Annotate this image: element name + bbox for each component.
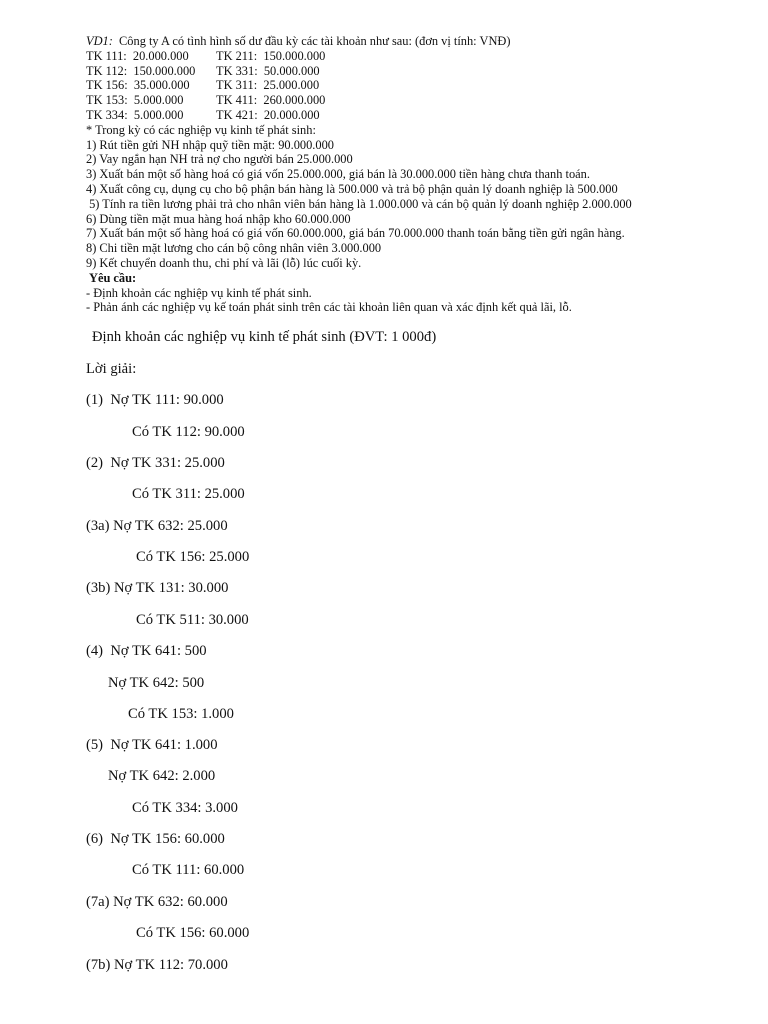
transaction-line: 2) Vay ngắn hạn NH trả nợ cho người bán 25.000.000	[86, 152, 353, 167]
balance-cell: TK 421: 20.000.000	[216, 107, 320, 122]
journal-entry: (3a) Nợ TK 632: 25.000	[86, 518, 228, 534]
transaction-line: 5) Tính ra tiền lương phải trả cho nhân viên bán hàng là 1.000.000 và cán bộ quản lý doanh nghiệp 2.000.000	[86, 196, 632, 211]
balance-cell: TK 334: 5.000.000	[86, 107, 184, 122]
solution-label: Lời giải:	[86, 361, 137, 377]
balance-cell: TK 311: 25.000.000	[216, 78, 320, 93]
journal-entry: Có TK 334: 3.000	[132, 800, 238, 816]
journal-entry: Nợ TK 642: 500	[108, 675, 205, 691]
transaction-line: 7) Xuất bán một số hàng hoá có giá vốn 60.000.000, giá bán 70.000.000 thanh toán bằng tiền gửi ngân hàng.	[86, 226, 625, 241]
intro-line	[86, 34, 756, 49]
balance-row	[86, 49, 756, 64]
balance-cell: TK 112: 150.000.000	[86, 63, 196, 78]
journal-entry: Có TK 511: 30.000	[136, 612, 249, 628]
balance-row	[86, 64, 756, 79]
journal-entry: (1) Nợ TK 111: 90.000	[86, 392, 224, 408]
intro-text: Công ty A có tình hình số dư đầu kỳ các tài khoản như sau: (đơn vị tính: VNĐ)	[112, 34, 511, 48]
journal-entry: Có TK 156: 60.000	[136, 925, 250, 941]
journal-entry: Nợ TK 642: 2.000	[108, 768, 216, 784]
journal-entry: Có TK 112: 90.000	[132, 424, 245, 440]
balance-cell: TK 211: 150.000.000	[216, 48, 326, 63]
balance-cell: TK 331: 50.000.000	[216, 63, 320, 78]
journal-entry: (4) Nợ TK 641: 500	[86, 643, 207, 659]
journal-entry: (7a) Nợ TK 632: 60.000	[86, 894, 228, 910]
transaction-line: 1) Rút tiền gửi NH nhập quỹ tiền mặt: 90.000.000	[86, 137, 334, 152]
journal-entry: (3b) Nợ TK 131: 30.000	[86, 580, 229, 596]
transaction-line: 4) Xuất công cụ, dụng cụ cho bộ phận bán hàng là 500.000 và trả bộ phận quản lý doanh nghiệp là 500.000	[86, 181, 618, 196]
journal-entry: Có TK 156: 25.000	[136, 549, 250, 565]
transactions-heading: * Trong kỳ có các nghiệp vụ kinh tế phát sinh:	[86, 122, 316, 137]
journal-entry: (6) Nợ TK 156: 60.000	[86, 831, 225, 847]
requirements-heading: Yêu cầu:	[89, 270, 137, 285]
transaction-line: 8) Chi tiền mặt lương cho cán bộ công nhân viên 3.000.000	[86, 241, 382, 256]
balance-cell: TK 156: 35.000.000	[86, 78, 190, 93]
balance-row	[86, 108, 756, 123]
requirement-line: - Phản ánh các nghiệp vụ kế toán phát sinh trên các tài khoản liên quan và xác định kết quả lãi, lỗ.	[86, 300, 572, 315]
journal-entry: Có TK 153: 1.000	[128, 706, 234, 722]
balance-cell: TK 111: 20.000.000	[86, 48, 189, 63]
solution-title: Định khoản các nghiệp vụ kinh tế phát sinh (ĐVT: 1 000đ)	[92, 329, 437, 345]
requirement-line: - Định khoản các nghiệp vụ kinh tế phát sinh.	[86, 285, 312, 300]
journal-entry: Có TK 111: 60.000	[132, 862, 245, 878]
transaction-line: 3) Xuất bán một số hàng hoá có giá vốn 25.000.000, giá bán là 30.000.000 tiền hàng chưa thanh toán.	[86, 167, 590, 182]
journal-entry: (2) Nợ TK 331: 25.000	[86, 455, 225, 471]
transaction-line: 9) Kết chuyển doanh thu, chi phí và lãi (lỗ) lúc cuối kỳ.	[86, 255, 362, 270]
balance-cell: TK 153: 5.000.000	[86, 93, 184, 108]
journal-entry: (5) Nợ TK 641: 1.000	[86, 737, 218, 753]
journal-entry: Có TK 311: 25.000	[132, 486, 245, 502]
journal-entry: (7b) Nợ TK 112: 70.000	[86, 957, 228, 973]
example-label: VD1:	[86, 34, 113, 48]
balance-row	[86, 93, 756, 108]
problem-statement	[86, 34, 756, 315]
balance-row	[86, 78, 756, 93]
transaction-line: 6) Dùng tiền mặt mua hàng hoá nhập kho 60.000.000	[86, 211, 351, 226]
balance-cell: TK 411: 260.000.000	[216, 93, 326, 108]
